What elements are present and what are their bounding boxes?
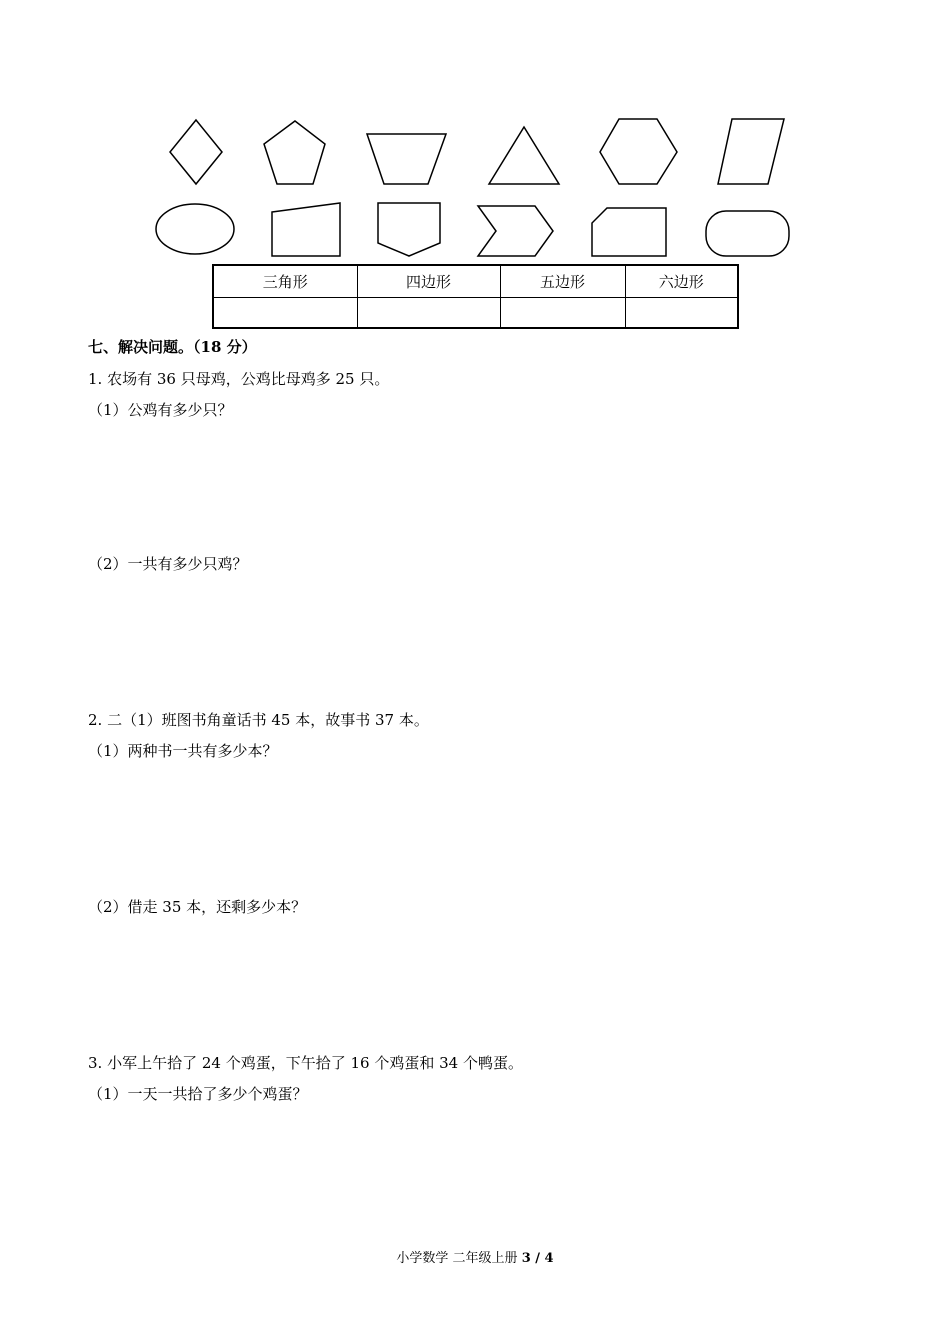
shape-classification-table — [212, 264, 739, 329]
page-footer — [0, 1247, 950, 1266]
pentagon-shield-icon — [378, 203, 440, 256]
table-header-cell: 四边形 — [357, 265, 500, 298]
trapezoid-icon — [367, 134, 446, 184]
triangle-icon — [489, 127, 559, 184]
problem-3-text: 3. 小军上午拾了 24 个鸡蛋，下午拾了 16 个鸡蛋和 34 个鸭蛋。 — [88, 1054, 523, 1072]
table-header-cell: 六边形 — [625, 265, 738, 298]
page-number: 3 / 4 — [521, 1251, 554, 1266]
rhombus-icon — [170, 120, 222, 184]
answer-cell[interactable] — [625, 298, 738, 329]
answer-cell[interactable] — [357, 298, 500, 329]
problem-1-question-2: （2）一共有多少只鸡？ — [88, 555, 248, 573]
parallelogram-icon — [718, 119, 784, 184]
pentagon-icon — [264, 121, 325, 184]
problem-2-text: 2. 二（1）班图书角童话书 45 本，故事书 37 本。 — [88, 711, 429, 729]
chevron-pentagon-icon — [478, 206, 553, 256]
problem-3-question-1: （1）一天一共拾了多少个鸡蛋？ — [88, 1085, 308, 1103]
problem-2-question-2: （2）借走 35 本，还剩多少本？ — [88, 898, 307, 916]
table-header-cell: 五边形 — [500, 265, 625, 298]
answer-cell[interactable] — [500, 298, 625, 329]
hexagon-icon — [600, 119, 677, 184]
cut-corner-pentagon-icon — [592, 208, 666, 256]
problem-2-question-1: （1）两种书一共有多少本？ — [88, 742, 278, 760]
answer-cell[interactable] — [213, 298, 357, 329]
section-title: 七、解决问题。（18 分） — [88, 338, 257, 356]
problem-1-question-1: （1）公鸡有多少只？ — [88, 401, 233, 419]
shapes-figure — [0, 0, 950, 270]
quadrilateral-icon — [272, 203, 340, 256]
rounded-rectangle-icon — [706, 211, 789, 256]
table-header-cell: 三角形 — [213, 265, 357, 298]
footer-label: 小学数学 二年级上册 — [396, 1251, 522, 1266]
problem-1-text: 1. 农场有 36 只母鸡，公鸡比母鸡多 25 只。 — [88, 370, 390, 388]
ellipse-icon — [156, 204, 234, 254]
